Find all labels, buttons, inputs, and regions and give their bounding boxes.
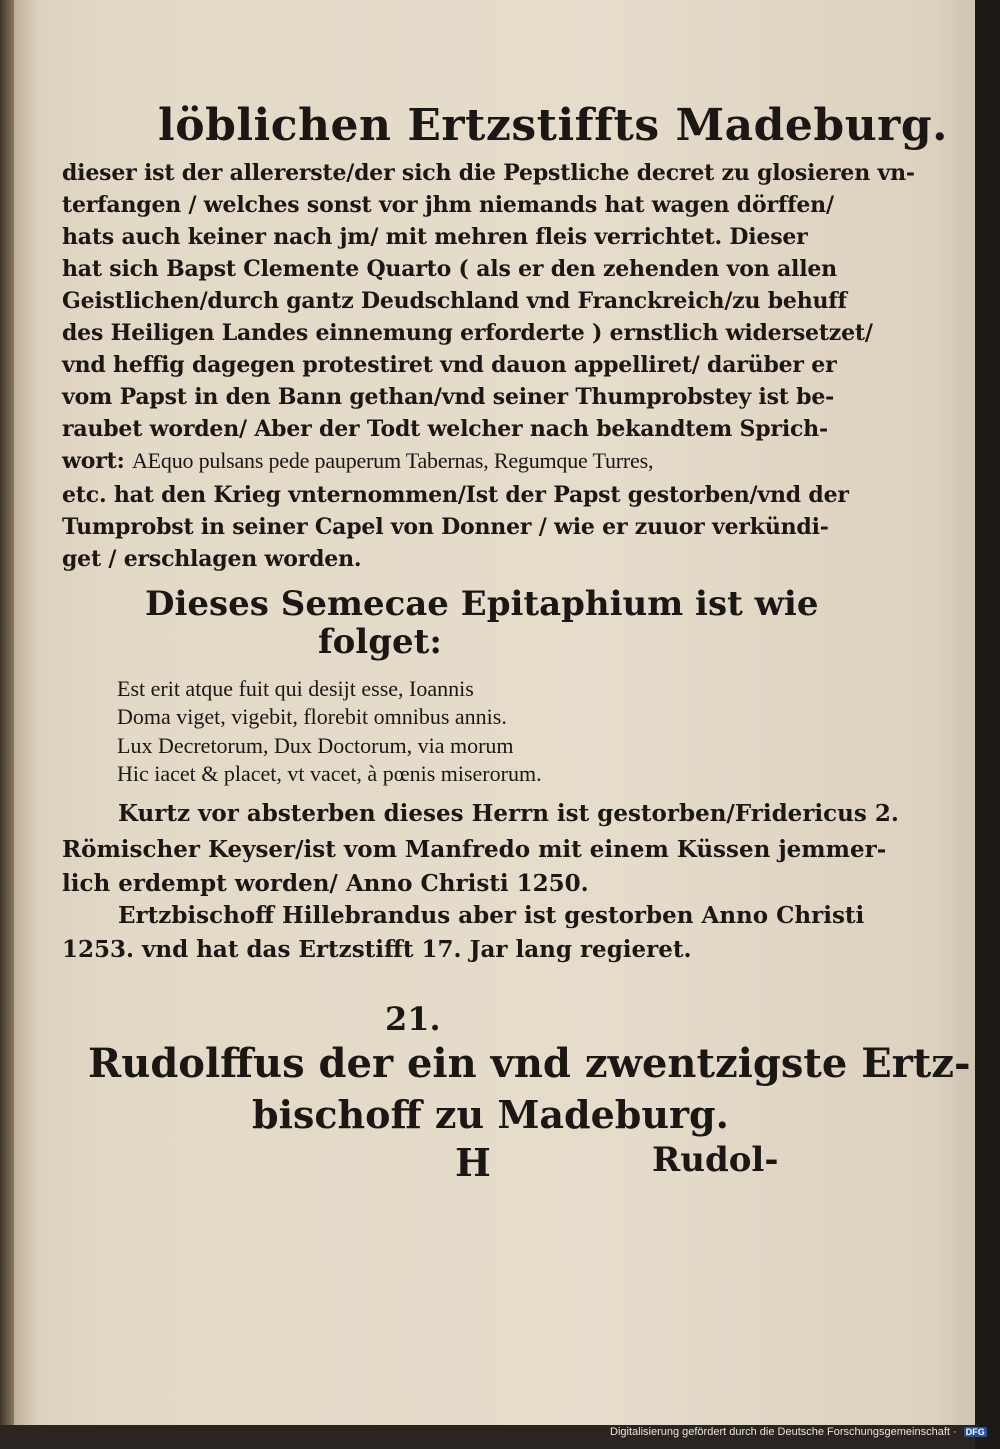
running-headline: löblichen Ertzstiffts Madeburg. bbox=[158, 100, 948, 151]
epitaph-verse: Doma viget, vigebit, florebit omnibus annis. bbox=[117, 704, 507, 729]
text-line: raubet worden/ Aber der Todt welcher nach bekandtem Sprich- bbox=[62, 416, 828, 442]
chapter-number: 21. bbox=[385, 1000, 441, 1038]
epitaph-verse: Lux Decretorum, Dux Doctorum, via morum bbox=[117, 733, 514, 758]
epitaph-verse: Hic iacet & placet, vt vacet, à pœnis miserorum. bbox=[117, 761, 542, 786]
text-line: terfangen / welches sonst vor jhm niemands hat wagen dörffen/ bbox=[62, 192, 834, 218]
chapter-title: Rudolffus der ein vnd zwentzigste Ertz- bbox=[88, 1040, 971, 1087]
text-line: dieser ist der allererste/der sich die Pepstliche decret zu glosieren vn- bbox=[62, 160, 915, 186]
footer-text: Digitalisierung gefördert durch die Deutsche Forschungsgemeinschaft · bbox=[610, 1426, 957, 1438]
latin-proverb: AEquo pulsans pede pauperum Tabernas, Regumque Turres, bbox=[131, 448, 654, 473]
paragraph-line: Kurtz vor absterben dieses Herrn ist gestorben/Fridericus 2. bbox=[118, 800, 899, 827]
epitaph-verse: Est erit atque fuit qui desijt esse, Ioannis bbox=[117, 676, 474, 701]
text-line: etc. hat den Krieg vnternommen/Ist der Papst gestorben/vnd der bbox=[62, 482, 849, 508]
scan-border bbox=[975, 0, 1000, 1449]
footer-credit bbox=[610, 1426, 987, 1438]
signature-mark: H bbox=[455, 1140, 491, 1185]
paragraph-line: Römischer Keyser/ist vom Manfredo mit einem Küssen jemmer- bbox=[62, 836, 887, 863]
dfg-logo-icon: DFG bbox=[965, 1427, 985, 1437]
paragraph-line: 1253. vnd hat das Ertzstifft 17. Jar lang regieret. bbox=[62, 936, 692, 963]
proverb-prefix: wort: bbox=[62, 448, 125, 474]
text-line: hats auch keiner nach jm/ mit mehren fleis verrichtet. Dieser bbox=[62, 224, 808, 250]
text-line: vom Papst in den Bann gethan/vnd seiner Thumprobstey ist be- bbox=[62, 384, 835, 410]
text-line: des Heiligen Landes einnemung erforderte ) ernstlich widersetzet/ bbox=[62, 320, 873, 346]
epitaph-heading: Dieses Semecae Epitaphium ist wie bbox=[145, 584, 819, 624]
text-line: hat sich Bapst Clemente Quarto ( als er den zehenden von allen bbox=[62, 256, 837, 282]
text-line-proverb bbox=[62, 448, 653, 474]
catchword: Rudol- bbox=[652, 1140, 779, 1180]
paragraph-line: lich erdempt worden/ Anno Christi 1250. bbox=[62, 870, 589, 897]
paragraph-line: Ertzbischoff Hillebrandus aber ist gestorben Anno Christi bbox=[118, 902, 865, 929]
text-line: get / erschlagen worden. bbox=[62, 546, 362, 572]
text-line: Geistlichen/durch gantz Deudschland vnd Franckreich/zu behuff bbox=[62, 288, 847, 314]
text-line: Tumprobst in seiner Capel von Donner / wie er zuuor verkündi- bbox=[62, 514, 829, 540]
chapter-title-cont: bischoff zu Madeburg. bbox=[252, 1092, 729, 1137]
epitaph-heading-cont: folget: bbox=[318, 622, 442, 662]
text-line: vnd heffig dagegen protestiret vnd dauon appelliret/ darüber er bbox=[62, 352, 837, 378]
